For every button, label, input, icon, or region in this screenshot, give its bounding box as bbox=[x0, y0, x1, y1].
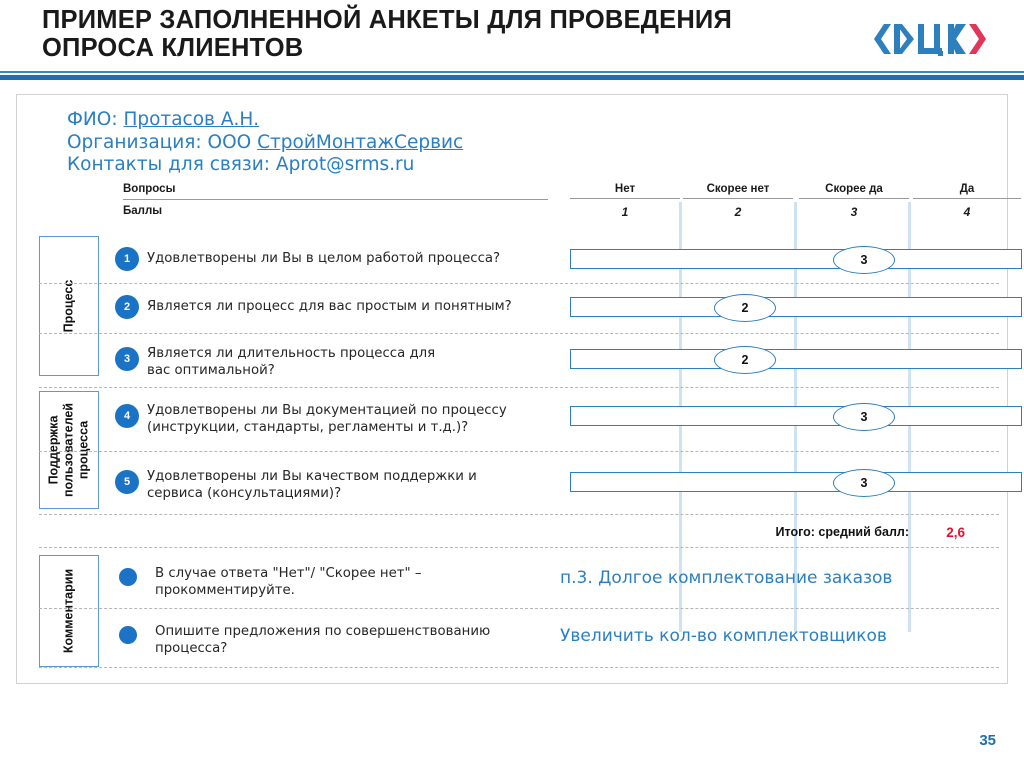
column-header-skoree-da bbox=[799, 183, 909, 199]
header-questions-rule bbox=[123, 199, 548, 200]
question-text-3: Является ли длительность процесса для вас оптимальной? bbox=[147, 346, 436, 378]
page-title: ПРИМЕР ЗАПОЛНЕННОЙ АНКЕТЫ ДЛЯ ПРОВЕДЕНИЯ ОПРОСА КЛИЕНТОВ bbox=[42, 6, 732, 62]
org-prefix: ООО bbox=[207, 131, 252, 153]
comment-prompt-1: В случае ответа "Нет"/ "Скорее нет" – прокомментируйте. bbox=[155, 566, 422, 598]
answer-bar-2[interactable] bbox=[570, 297, 1022, 317]
row-separator-4 bbox=[39, 451, 999, 452]
answer-bar-3[interactable] bbox=[570, 349, 1022, 369]
category-label-support: Поддержка пользователей процесса bbox=[46, 403, 91, 497]
header-rule-bottom bbox=[0, 75, 1024, 80]
question-text-1: Удовлетворены ли Вы в целом работой процесса? bbox=[147, 251, 501, 266]
fio-label: ФИО: bbox=[67, 109, 118, 130]
row-separator-5 bbox=[39, 514, 999, 515]
respondent-org-row bbox=[67, 132, 463, 155]
answer-marker-3[interactable]: 2 bbox=[714, 346, 776, 374]
contact-value: Aprot@srms.ru bbox=[275, 154, 415, 175]
column-header-da bbox=[913, 183, 1021, 199]
column-header-net-rule bbox=[570, 198, 680, 199]
slide-header bbox=[0, 0, 1024, 70]
answer-marker-5[interactable]: 3 bbox=[833, 469, 895, 497]
respondent-fio-row bbox=[67, 109, 463, 132]
column-header-skoree-net bbox=[683, 183, 793, 199]
answer-marker-2[interactable]: 2 bbox=[714, 294, 776, 322]
comment-answer-1[interactable]: п.3. Долгое комплектование заказов bbox=[560, 568, 893, 588]
category-label-comments: Комментарии bbox=[61, 568, 76, 654]
category-box-process bbox=[39, 236, 99, 376]
column-header-skoree-net-rule bbox=[683, 198, 793, 199]
total-label: Итого: средний балл: bbox=[775, 525, 909, 539]
comment-prompt-2: Опишите предложения по совершенствованию процесса? bbox=[155, 624, 491, 656]
row-separator-1 bbox=[39, 283, 999, 284]
fio-value: Протасов А.Н. bbox=[123, 109, 260, 130]
question-number-badge-4: 4 bbox=[115, 404, 139, 428]
answer-bar-5[interactable] bbox=[570, 472, 1022, 492]
column-score-1: 1 bbox=[621, 205, 629, 219]
org-value: СтройМонтажСервис bbox=[257, 131, 464, 153]
contact-label: Контакты для связи: bbox=[67, 154, 271, 175]
column-header-skoree-da-label: Скорее да bbox=[825, 183, 883, 195]
column-header-skoree-da-rule bbox=[799, 198, 909, 199]
comment-answer-2[interactable]: Увеличить кол-во комплектовщиков bbox=[560, 626, 887, 646]
answer-bar-1[interactable] bbox=[570, 249, 1022, 269]
row-separator-3 bbox=[39, 387, 999, 388]
page-number: 35 bbox=[979, 732, 996, 749]
total-value: 2,6 bbox=[946, 525, 965, 540]
answer-bar-4[interactable] bbox=[570, 406, 1022, 426]
answer-marker-4[interactable]: 3 bbox=[833, 403, 895, 431]
table-header bbox=[17, 183, 1009, 229]
column-header-net bbox=[570, 183, 680, 199]
category-box-comments bbox=[39, 555, 99, 667]
comment-bullet-1 bbox=[119, 568, 137, 586]
question-number-badge-5: 5 bbox=[115, 470, 139, 494]
fck-logo bbox=[872, 22, 996, 56]
question-number-badge-3: 3 bbox=[115, 347, 139, 371]
row-separator-total bbox=[39, 547, 999, 548]
column-header-skoree-net-label: Скорее нет bbox=[706, 183, 770, 195]
question-number-badge-2: 2 bbox=[115, 295, 139, 319]
question-text-5: Удовлетворены ли Вы качеством поддержки и сервиса (консультациями)? bbox=[147, 469, 477, 501]
row-separator-comment-2 bbox=[39, 667, 999, 668]
category-box-support bbox=[39, 391, 99, 509]
column-score-4: 4 bbox=[963, 205, 971, 219]
column-header-net-label: Нет bbox=[614, 183, 636, 195]
header-questions: Вопросы bbox=[123, 183, 176, 195]
question-number-badge-1: 1 bbox=[115, 247, 139, 271]
column-score-2: 2 bbox=[734, 205, 742, 219]
question-text-4: Удовлетворены ли Вы документацией по процессу (инструкции, стандарты, регламенты и т.д.)? bbox=[147, 403, 507, 435]
total-row bbox=[17, 525, 1009, 547]
respondent-contact-row bbox=[67, 154, 463, 177]
comment-bullet-2 bbox=[119, 626, 137, 644]
row-separator-2 bbox=[39, 333, 999, 334]
question-text-2: Является ли процесс для вас простым и понятным? bbox=[147, 299, 512, 314]
org-label: Организация: bbox=[67, 131, 202, 153]
header-points: Баллы bbox=[123, 205, 163, 217]
respondent-info bbox=[67, 109, 463, 177]
column-header-da-label: Да bbox=[959, 183, 975, 195]
column-header-da-rule bbox=[913, 198, 1021, 199]
column-score-3: 3 bbox=[850, 205, 858, 219]
answer-marker-1[interactable]: 3 bbox=[833, 246, 895, 274]
questionnaire-card bbox=[16, 94, 1008, 684]
category-label-process: Процесс bbox=[61, 279, 76, 333]
row-separator-comment-1 bbox=[39, 608, 999, 609]
